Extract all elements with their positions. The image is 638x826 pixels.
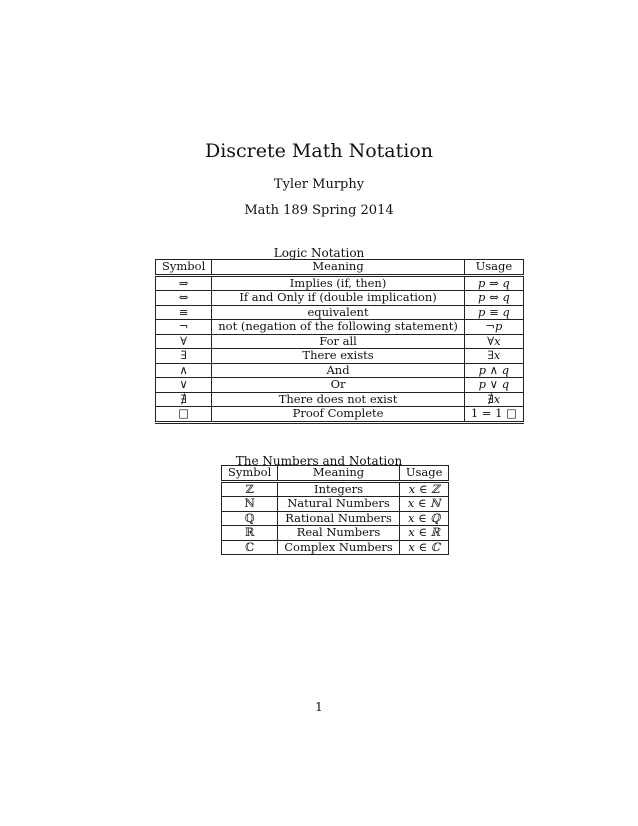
usage-cell: ∀x bbox=[464, 334, 523, 349]
column-header-meaning: Meaning bbox=[278, 466, 400, 482]
symbol-cell: ℝ bbox=[222, 526, 278, 541]
usage-cell: 1 = 1 □ bbox=[464, 407, 523, 423]
table-row bbox=[156, 378, 524, 393]
usage-cell: p ∧ q bbox=[464, 363, 523, 378]
symbol-cell: ℂ bbox=[222, 540, 278, 555]
meaning-cell: Or bbox=[212, 378, 465, 393]
meaning-cell: Rational Numbers bbox=[278, 511, 400, 526]
author-name: Tyler Murphy bbox=[273, 177, 365, 192]
symbol-cell: □ bbox=[156, 407, 212, 423]
meaning-cell: There does not exist bbox=[212, 392, 465, 407]
table-row bbox=[222, 526, 449, 541]
table-header-row bbox=[156, 260, 524, 276]
symbol-cell: ℤ bbox=[222, 481, 278, 497]
table-row bbox=[156, 291, 524, 306]
symbol-cell: ∧ bbox=[156, 363, 212, 378]
usage-cell: x ∈ ℂ bbox=[399, 540, 449, 555]
usage-cell: x ∈ ℕ bbox=[399, 497, 449, 512]
symbol-cell: ℕ bbox=[222, 497, 278, 512]
symbol-cell: ∃ bbox=[156, 349, 212, 364]
symbol-cell: ≡ bbox=[156, 305, 212, 320]
document-title: Discrete Math Notation bbox=[204, 140, 434, 162]
column-header-symbol: Symbol bbox=[156, 260, 212, 276]
usage-cell: x ∈ ℚ bbox=[399, 511, 449, 526]
numbers-notation-table bbox=[221, 465, 449, 555]
symbol-cell: ℚ bbox=[222, 511, 278, 526]
symbol-cell: ∨ bbox=[156, 378, 212, 393]
numbers-table-caption: The Numbers and Notation bbox=[235, 454, 403, 468]
table-row bbox=[156, 349, 524, 364]
meaning-cell: not (negation of the following statement) bbox=[212, 320, 465, 335]
usage-cell: ∄x bbox=[464, 392, 523, 407]
meaning-cell: Complex Numbers bbox=[278, 540, 400, 555]
course-info: Math 189 Spring 2014 bbox=[244, 203, 394, 218]
symbol-cell: ∄ bbox=[156, 392, 212, 407]
column-header-usage: Usage bbox=[464, 260, 523, 276]
table-row bbox=[222, 481, 449, 497]
logic-table-caption: Logic Notation bbox=[273, 246, 365, 260]
table-row bbox=[156, 334, 524, 349]
table-row bbox=[156, 407, 524, 423]
table-row bbox=[156, 275, 524, 291]
usage-cell: x ∈ ℝ bbox=[399, 526, 449, 541]
meaning-cell: For all bbox=[212, 334, 465, 349]
column-header-meaning: Meaning bbox=[212, 260, 465, 276]
meaning-cell: Implies (if, then) bbox=[212, 275, 465, 291]
logic-notation-table bbox=[155, 259, 524, 424]
table-header-row bbox=[222, 466, 449, 482]
meaning-cell: Natural Numbers bbox=[278, 497, 400, 512]
symbol-cell: ⇒ bbox=[156, 275, 212, 291]
meaning-cell: And bbox=[212, 363, 465, 378]
meaning-cell: Integers bbox=[278, 481, 400, 497]
usage-cell: p ∨ q bbox=[464, 378, 523, 393]
meaning-cell: Proof Complete bbox=[212, 407, 465, 423]
table-row bbox=[222, 540, 449, 555]
meaning-cell: If and Only if (double implication) bbox=[212, 291, 465, 306]
table-row bbox=[156, 363, 524, 378]
table-row bbox=[156, 305, 524, 320]
column-header-symbol: Symbol bbox=[222, 466, 278, 482]
usage-cell: ∃x bbox=[464, 349, 523, 364]
table-row bbox=[222, 511, 449, 526]
symbol-cell: ¬ bbox=[156, 320, 212, 335]
column-header-usage: Usage bbox=[399, 466, 449, 482]
symbol-cell: ∀ bbox=[156, 334, 212, 349]
table-row bbox=[222, 497, 449, 512]
meaning-cell: Real Numbers bbox=[278, 526, 400, 541]
meaning-cell: equivalent bbox=[212, 305, 465, 320]
usage-cell: x ∈ ℤ bbox=[399, 481, 449, 497]
usage-cell: p ⇒ q bbox=[464, 275, 523, 291]
usage-cell: p ⇔ q bbox=[464, 291, 523, 306]
table-row bbox=[156, 320, 524, 335]
page-number: 1 bbox=[315, 700, 323, 714]
usage-cell: p ≡ q bbox=[464, 305, 523, 320]
symbol-cell: ⇔ bbox=[156, 291, 212, 306]
table-row bbox=[156, 392, 524, 407]
meaning-cell: There exists bbox=[212, 349, 465, 364]
usage-cell: ¬p bbox=[464, 320, 523, 335]
